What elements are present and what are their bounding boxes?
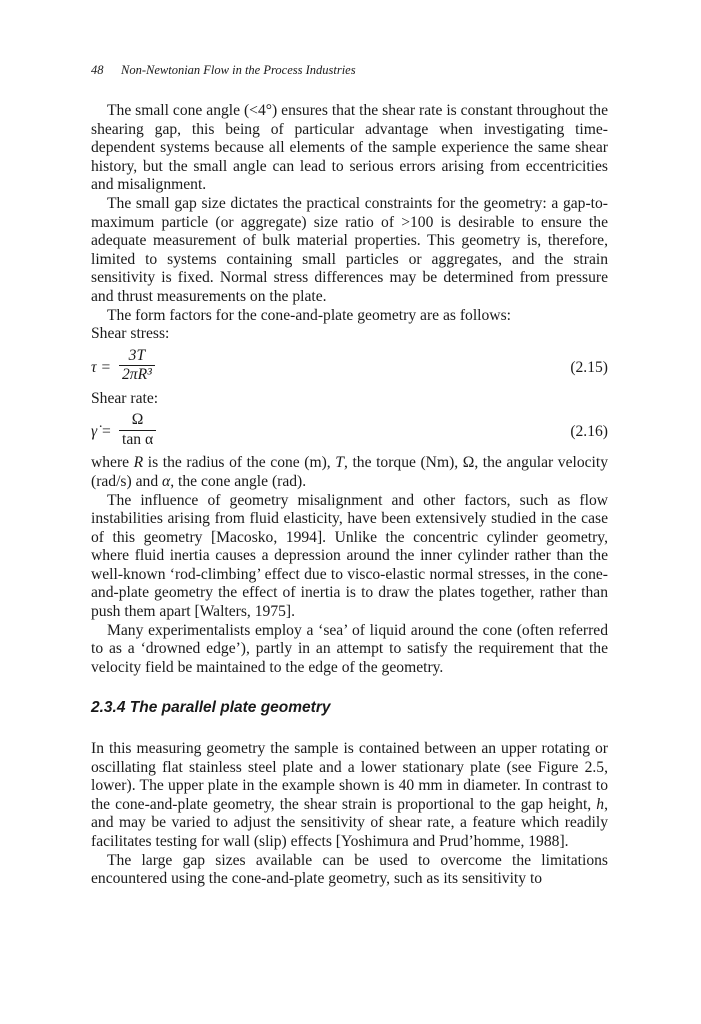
- paragraph-parallel-plate: [91, 740, 608, 852]
- equation-lhs: γ̇ =: [91, 423, 112, 441]
- body-text: [91, 102, 608, 889]
- text-run: , the cone angle (rad).: [170, 472, 307, 490]
- equation-number: (2.16): [570, 423, 608, 441]
- section-heading: 2.3.4 The parallel plate geometry: [91, 699, 331, 717]
- text-run: is the radius of the cone (m),: [143, 454, 336, 472]
- page-number: 48: [91, 63, 104, 77]
- shear-rate-label: Shear rate:: [91, 389, 159, 407]
- symbol-r: R: [133, 454, 144, 472]
- equation-fraction: [119, 411, 156, 449]
- running-title: Non-Newtonian Flow in the Process Industries: [121, 63, 356, 77]
- symbol-t: T: [335, 454, 344, 472]
- paragraph-variable-definitions: [91, 454, 608, 491]
- equation-2-16: [91, 411, 608, 451]
- paragraph-gap-size: The small gap size dictates the practical constraints for the geometry: a gap-to-maximum particle (or aggregate) size ratio of >100 is desirable to ensure the adequate measurement of bulk material properties. This geometry is, therefore, limited to systems containing small particles or aggregates, and the strain sensitivity is fixed. Normal stress differences may be determined from pressure and thrust measurements on the plate.: [91, 194, 608, 305]
- symbol-alpha: α: [162, 472, 171, 490]
- text-run: , and may be varied to adjust the sensitivity of shear rate, a feature which readily facilitates testing for wall (slip) effects [Yoshimura and Prud’homme, 1988].: [91, 795, 608, 850]
- running-header: [91, 63, 356, 78]
- paragraph-cone-angle: The small cone angle (<4°) ensures that the shear rate is constant throughout the shearing gap, this being of particular advantage when investigating time-dependent systems because all elements of the sample experience the same shear history, but the small angle can lead to serious errors arising from eccentricities and misalignment.: [91, 102, 608, 194]
- text-run: where: [91, 454, 134, 472]
- paragraph-drowned-edge: Many experimentalists employ a ‘sea’ of liquid around the cone (often referred to as a ‘drowned edge’), partly in an attempt to satisfy the requirement that the velocity field be maintained to the edge of the geometry.: [91, 621, 608, 676]
- equation-numerator: Ω: [131, 411, 144, 429]
- equation-number: (2.15): [570, 358, 608, 376]
- equation-denominator: tan α: [119, 430, 156, 450]
- paragraph-form-factors: The form factors for the cone-and-plate geometry are as follows:: [107, 306, 511, 324]
- shear-stress-label: Shear stress:: [91, 325, 170, 343]
- text-run: , the torque (Nm), Ω, the angular velocity (rad/s) and: [91, 454, 608, 490]
- text-run: In this measuring geometry the sample is contained between an upper rotating or oscillating flat stainless steel plate and a lower stationary plate (see Figure 2.5, lower). The upper plate in the example shown is 40 mm in diameter. In contrast to the cone-and-plate geometry, the shear strain is proportional to the gap height,: [91, 740, 608, 813]
- equation-2-15: [91, 347, 608, 387]
- equation-lhs: τ =: [91, 358, 112, 376]
- paragraph-misalignment: The influence of geometry misalignment and other factors, such as flow instabilities arising from fluid elasticity, have been extensively studied in the case of this geometry [Macosko, 1994]. Unlike the concentric cylinder geometry, where fluid inertia causes a depression around the inner cylinder rather than the well-known ‘rod-climbing’ effect due to visco-elastic normal stresses, in the cone-and-plate geometry the effect of inertia is to draw the plates together, rather than push them apart [Walters, 1975].: [91, 491, 608, 621]
- paragraph-large-gap: The large gap sizes available can be used to overcome the limitations encountered using the cone-and-plate geometry, such as its sensitivity to: [91, 851, 608, 888]
- symbol-h: h: [596, 795, 605, 813]
- equation-numerator: 3T: [128, 346, 146, 364]
- equation-fraction: [119, 347, 155, 385]
- equation-denominator: 2πR³: [119, 365, 155, 385]
